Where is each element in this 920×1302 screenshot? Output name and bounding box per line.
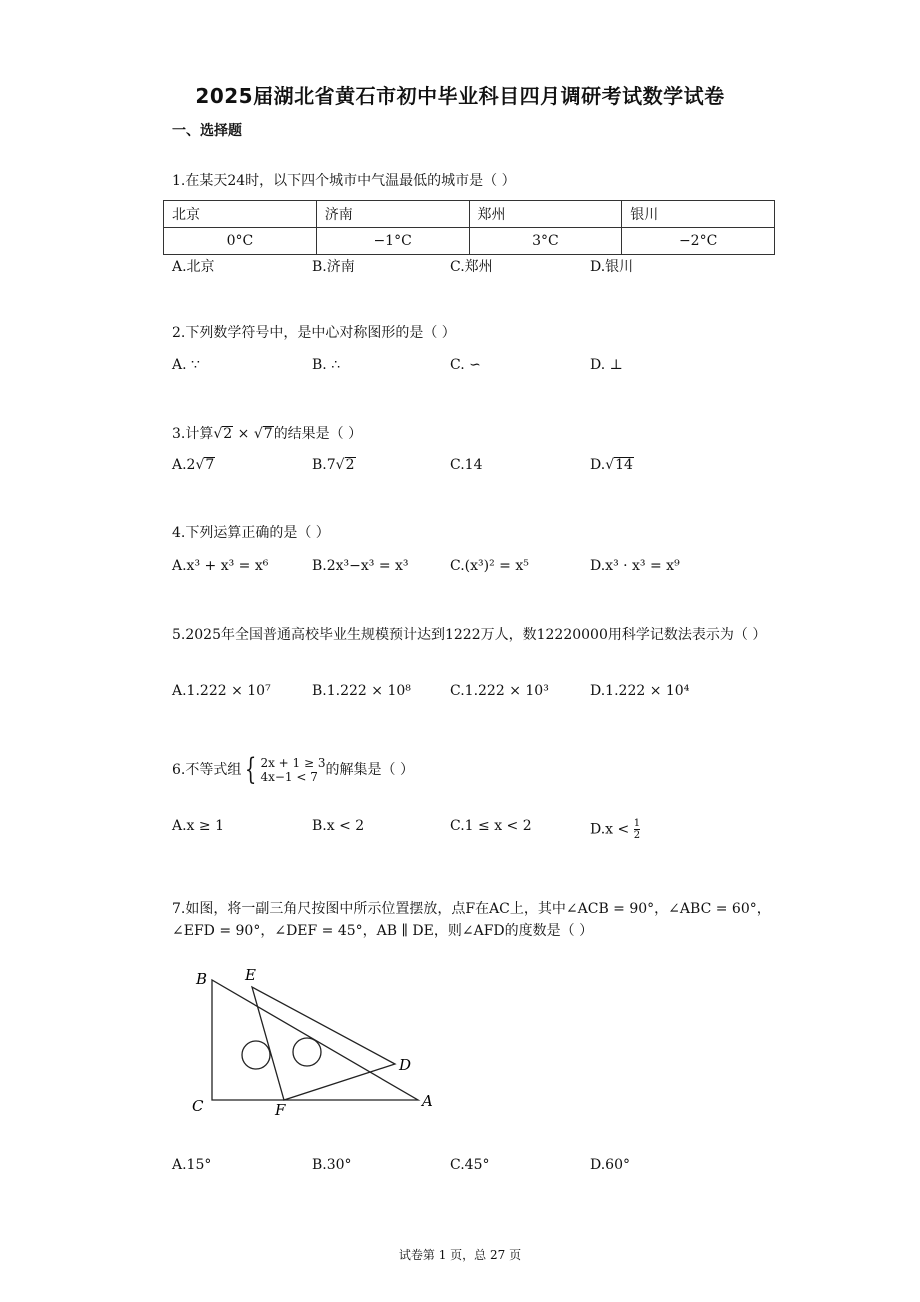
- option-d[interactable]: D.60°: [590, 1157, 630, 1173]
- question-5-options: [172, 683, 792, 705]
- stem-text: 的解集是（ ）: [325, 762, 414, 778]
- option-c[interactable]: C.(x³)² = x⁵: [450, 558, 529, 574]
- ruler-hole-circle: [242, 1041, 270, 1069]
- sqrt-sign-icon: √: [195, 457, 205, 473]
- question-6-options: [172, 818, 792, 840]
- option-c[interactable]: C.1.222 × 10³: [450, 683, 549, 699]
- question-2-options: [172, 357, 792, 379]
- label-a: A: [422, 1092, 433, 1110]
- stem-text: 6.不等式组: [172, 762, 242, 778]
- option-b[interactable]: B.x < 2: [312, 818, 365, 834]
- label-d: D: [399, 1056, 412, 1074]
- sqrt-sign-icon: √: [253, 426, 263, 442]
- option-d[interactable]: D. ⊥: [590, 357, 623, 373]
- option-a[interactable]: A.x ≥ 1: [172, 818, 224, 834]
- fraction: [634, 818, 640, 841]
- option-c[interactable]: C.郑州: [450, 259, 493, 275]
- question-5-stem: 5.2025年全国普通高校毕业生规模预计达到1222万人，数12220000用科学记数法表示为（ ）: [172, 627, 767, 643]
- label-e: E: [245, 966, 256, 984]
- option-d[interactable]: D.银川: [590, 259, 634, 275]
- inequality-system: [260, 756, 325, 784]
- option-a[interactable]: A.北京: [172, 259, 215, 275]
- sqrt-sign-icon: √: [213, 426, 223, 442]
- page-title: 2025届湖北省黄石市初中毕业科目四月调研考试数学试卷: [195, 84, 725, 108]
- option-b[interactable]: B. ∴: [312, 357, 341, 373]
- denominator: 2: [633, 830, 641, 841]
- option-b[interactable]: B.济南: [312, 259, 355, 275]
- left-brace-icon: {: [245, 752, 257, 787]
- sqrt-sign-icon: √: [335, 457, 345, 473]
- option-text: A.2: [172, 457, 196, 473]
- table-cell: 济南: [316, 201, 469, 228]
- label-c: C: [192, 1097, 204, 1115]
- page-footer: 试卷第 1 页，总 27 页: [398, 1248, 522, 1262]
- option-d[interactable]: D.x³ · x³ = x⁹: [590, 558, 680, 574]
- option-c[interactable]: C.14: [450, 457, 483, 473]
- question-3-options: [172, 457, 792, 479]
- table-cell: 3°C: [469, 228, 622, 255]
- question-2-stem: 2.下列数学符号中，是中心对称图形的是（ ）: [172, 325, 456, 341]
- option-c[interactable]: C. ∽: [450, 357, 481, 373]
- radicand: 7: [263, 426, 273, 442]
- question-1-stem: 1.在某天24时，以下四个城市中气温最低的城市是（ ）: [172, 173, 516, 189]
- table-cell: 0°C: [164, 228, 317, 255]
- stem-line-2: ∠EFD = 90°，∠DEF = 45°，AB ∥ DE，则∠AFD的度数是（ ）: [172, 923, 594, 939]
- question-6-stem: [172, 752, 782, 787]
- table-cell: 北京: [164, 201, 317, 228]
- table-cell: −1°C: [316, 228, 469, 255]
- ruler-hole-circle: [293, 1038, 321, 1066]
- option-d[interactable]: [590, 457, 634, 473]
- table-cell: 银川: [622, 201, 775, 228]
- option-a[interactable]: A.1.222 × 10⁷: [172, 683, 271, 699]
- option-d[interactable]: D.1.222 × 10⁴: [590, 683, 690, 699]
- question-7-options: [172, 1157, 792, 1179]
- triangle-def: [252, 987, 395, 1100]
- inequality-line: 2x + 1 ≥ 3: [260, 756, 326, 770]
- option-text: B.7: [312, 457, 336, 473]
- option-d[interactable]: [590, 818, 640, 841]
- option-b[interactable]: [312, 457, 356, 473]
- radicand: 7: [205, 457, 215, 473]
- inequality-line: 4x−1 < 7: [260, 770, 318, 784]
- option-text: D.: [590, 457, 606, 473]
- option-a[interactable]: A. ∵: [172, 357, 200, 373]
- option-a[interactable]: A.15°: [172, 1157, 212, 1173]
- option-a[interactable]: [172, 457, 215, 473]
- temperature-table: [163, 200, 775, 255]
- radicand: 2: [345, 457, 355, 473]
- question-3-stem: [172, 423, 782, 445]
- option-c[interactable]: C.45°: [450, 1157, 490, 1173]
- times-sign: ×: [233, 426, 254, 442]
- stem-line-1: 7.如图，将一副三角尺按图中所示位置摆放，点F在AC上，其中∠ACB = 90°，∠ABC = 60°，: [172, 901, 771, 917]
- numerator: 1: [633, 818, 641, 829]
- option-text: D.x <: [590, 821, 634, 838]
- table-row: [164, 201, 775, 228]
- radicand: 14: [615, 457, 633, 473]
- label-f: F: [275, 1101, 286, 1119]
- label-b: B: [196, 970, 208, 988]
- stem-text: 3.计算: [172, 426, 214, 442]
- option-b[interactable]: B.2x³−x³ = x³: [312, 558, 409, 574]
- question-4-options: [172, 558, 792, 580]
- table-row: [164, 228, 775, 255]
- table-cell: 郑州: [469, 201, 622, 228]
- radicand: 2: [223, 426, 233, 442]
- option-a[interactable]: A.x³ + x³ = x⁶: [172, 558, 269, 574]
- stem-text: 的结果是（ ）: [273, 426, 363, 442]
- option-c[interactable]: C.1 ≤ x < 2: [450, 818, 532, 834]
- triangle-rulers-figure: [180, 960, 450, 1120]
- option-b[interactable]: B.1.222 × 10⁸: [312, 683, 411, 699]
- section-heading: 一、选择题: [172, 123, 242, 139]
- question-7-stem: [172, 898, 792, 942]
- table-cell: −2°C: [622, 228, 775, 255]
- sqrt-sign-icon: √: [605, 457, 615, 473]
- question-4-stem: 4.下列运算正确的是（ ）: [172, 525, 330, 541]
- option-b[interactable]: B.30°: [312, 1157, 352, 1173]
- question-1-options: [172, 256, 792, 278]
